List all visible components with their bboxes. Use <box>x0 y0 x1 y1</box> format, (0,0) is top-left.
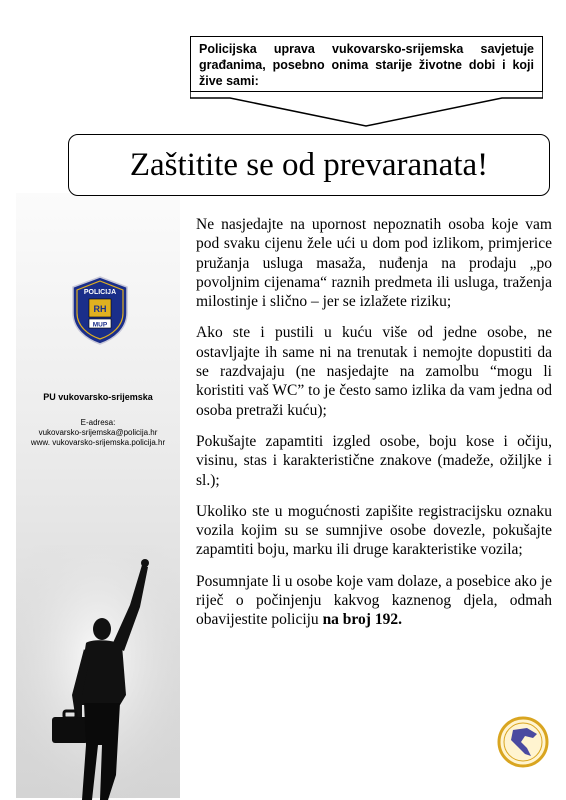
emergency-number: na broj 192. <box>322 611 402 629</box>
title-box <box>68 134 550 196</box>
advice-paragraph-5 <box>196 572 552 630</box>
badge-bottom-text: MUP <box>92 321 108 329</box>
contact-block <box>16 418 180 448</box>
advice-paragraph-3: Pokušajte zapamtiti izgled osobe, boju kose i očiju, visinu, stas i karakteristične znakove (madeže, ožiljke i sl.); <box>196 432 552 489</box>
badge-top-text: POLICIJA <box>83 289 117 296</box>
callout-arrow <box>190 92 543 132</box>
page-title: Zaštitite se od prevaranata! <box>129 146 489 183</box>
advice-paragraph-2: Ako ste i pustili u kuću više od jedne osobe, ne ostavljajte ih same ni na trenutak i nemojte dopustiti da se razdvajaju (ne nasjedajte na zamolbu “mogu li koristiti vaš WC” to je često samo izlika da vam jedna od osoba pretraži kuću); <box>196 324 552 419</box>
advice-body <box>196 215 552 642</box>
advice-paragraph-4: Ukoliko ste u mogućnosti zapišite registracijsku oznaku vozila kojim su se sumnjive osobe dovezle, pokušajte zapamtiti boju, marku ili druge karakteristike vozila; <box>196 502 552 559</box>
website-address[interactable]: www. vukovarsko-srijemska.policija.hr <box>30 438 166 447</box>
police-badge-icon <box>70 275 130 345</box>
silhouette-man-image <box>16 545 180 800</box>
email-label: E-adresa: <box>80 418 116 427</box>
intro-callout <box>190 36 543 92</box>
advice-paragraph-5-text: Posumnjate li u osobe koje vam dolaze, a posebice ako je riječ o počinjenju kakvog kaznenog djela, odmah obavijestite policiju <box>196 572 552 629</box>
badge-shield-text: RH <box>93 304 107 314</box>
email-address[interactable]: vukovarsko-srijemska@policija.hr <box>38 428 158 437</box>
org-name: PU vukovarsko-srijemska <box>43 392 153 402</box>
intro-callout-text: Policijska uprava vukovarsko-srijemska savjetuje građanima, posebno onima starije životne dobi i koji žive sami: <box>199 42 534 88</box>
croatia-map-seal-icon <box>497 716 549 768</box>
advice-paragraph-1: Ne nasjedajte na upornost nepoznatih osoba koje vam pod svaku cijenu žele ući u dom pod izlikom, primjerice pružanja usluga masaža, nuđenja na prodaju „po povoljnim cijenama“ raznih predmeta ili usluga, traženja milostinje i slično – jer se izlažete riziku; <box>196 216 552 311</box>
